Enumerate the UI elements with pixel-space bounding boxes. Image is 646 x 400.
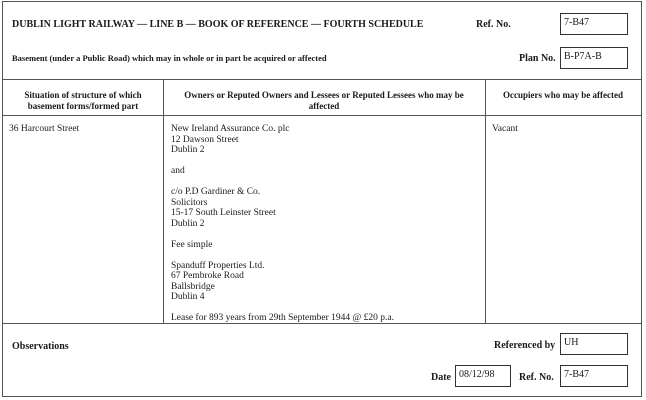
column-header-situation: Situation of structure of which basement forms/formed part	[24, 90, 142, 111]
date-box: 08/12/98	[455, 365, 511, 387]
owner-line: Fee simple	[171, 239, 213, 250]
owner-line: Ballsbridge	[171, 281, 215, 292]
footer-ref-no-box: 7-B47	[560, 365, 628, 387]
referenced-by-box: UH	[560, 333, 628, 355]
owner-line: 12 Dawson Street	[171, 134, 239, 145]
column-header-owners: Owners or Reputed Owners and Lessees or Reputed Lessees who may be affected	[184, 90, 464, 111]
form-title: DUBLIN LIGHT RAILWAY — LINE B — BOOK OF REFERENCE — FOURTH SCHEDULE	[12, 19, 424, 30]
table-header-rule	[2, 115, 642, 116]
owner-line: Lease for 893 years from 29th September 1944 @ £20 p.a.	[171, 313, 394, 323]
referenced-by-label: Referenced by	[494, 340, 556, 351]
plan-no-label: Plan No.	[519, 53, 556, 64]
owner-line: New Ireland Assurance Co. plc	[171, 124, 290, 134]
ref-no-label: Ref. No.	[476, 19, 511, 30]
occupiers-cell: Vacant	[492, 124, 518, 134]
column-header-occupiers: Occupiers who may be affected	[503, 90, 623, 100]
ref-no-box: 7-B47	[560, 13, 628, 35]
table-top-rule	[2, 79, 642, 80]
owners-cell	[171, 124, 394, 324]
form-subtitle: Basement (under a Public Road) which may in whole or in part be acquired or affected	[12, 53, 327, 63]
observations-label: Observations	[12, 341, 69, 352]
owner-line: Dublin 4	[171, 292, 205, 302]
owner-line: Dublin 2	[171, 145, 205, 155]
plan-no-box: B-P7A-B	[560, 47, 628, 69]
date-label: Date	[431, 372, 451, 383]
column-divider-1	[163, 79, 164, 323]
owner-line: Solicitors	[171, 197, 208, 208]
situation-cell: 36 Harcourt Street	[9, 124, 80, 134]
column-divider-2	[485, 79, 486, 323]
owner-line: Dublin 2	[171, 218, 205, 229]
owner-line: c/o P.D Gardiner & Co.	[171, 187, 261, 197]
owner-line: and	[171, 166, 185, 176]
owner-line: Spanduff Properties Ltd.	[171, 260, 265, 271]
footer-ref-no-label: Ref. No.	[519, 372, 554, 383]
owner-line: 67 Pembroke Road	[171, 271, 244, 281]
owner-line: 15-17 South Leinster Street	[171, 208, 276, 218]
